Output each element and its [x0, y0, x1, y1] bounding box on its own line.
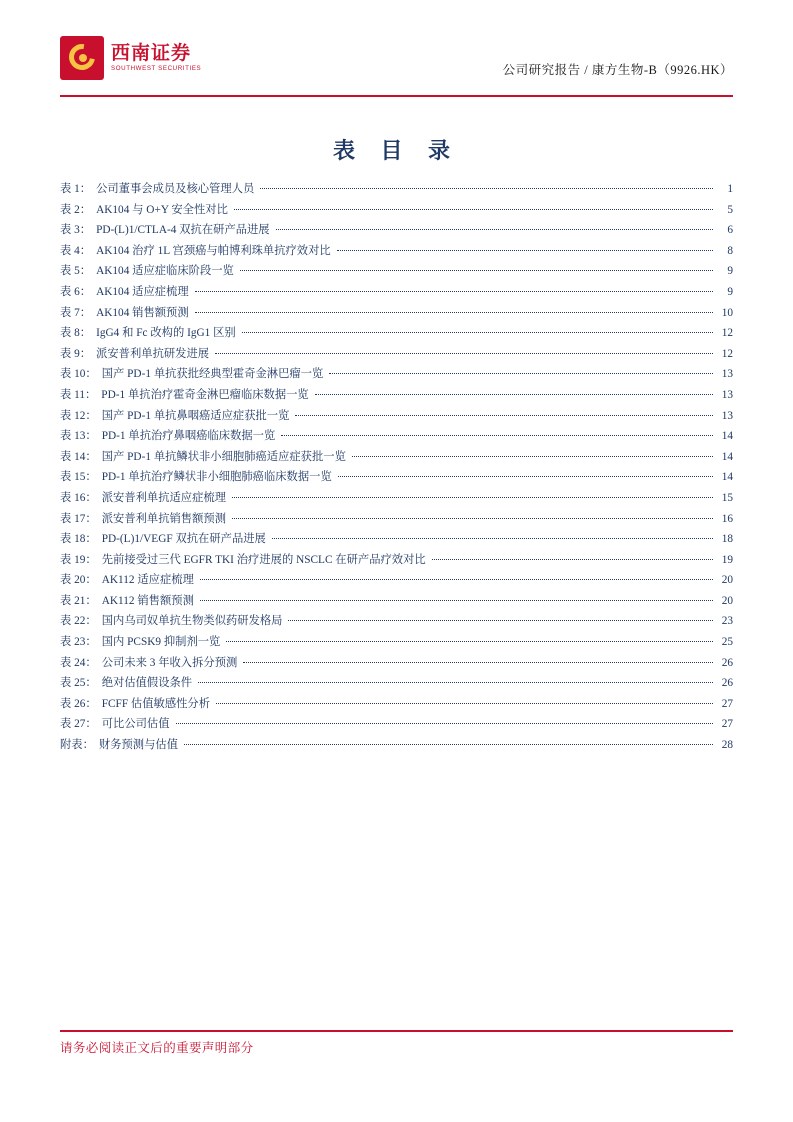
list-item[interactable] [60, 386, 733, 407]
logo-mark-icon [60, 36, 104, 80]
toc-item-text: PD-(L)1/VEGF 双抗在研产品进展 [101, 533, 266, 546]
toc-item-label: 表 16： [60, 491, 97, 504]
toc-item-text: AK104 适应症临床阶段一览 [96, 265, 234, 278]
toc-item-text: 派安普利单抗研发进展 [96, 347, 210, 360]
list-item[interactable] [60, 365, 733, 386]
toc-item-label: 表 3： [60, 224, 92, 237]
list-item[interactable] [60, 715, 733, 736]
list-item[interactable] [60, 571, 733, 592]
toc-leader-dots [329, 363, 713, 374]
toc-item-page: 18 [721, 533, 733, 546]
toc-leader-dots [352, 446, 713, 457]
toc-item-text: PD-1 单抗治疗鳞状非小细胞肺癌临床数据一览 [101, 471, 332, 484]
toc-leader-dots [243, 652, 713, 663]
list-item[interactable] [60, 695, 733, 716]
list-item[interactable] [60, 530, 733, 551]
list-item[interactable] [60, 221, 733, 242]
list-item[interactable] [60, 262, 733, 283]
toc-item-label: 表 13： [60, 430, 97, 443]
page-header [60, 36, 733, 94]
toc-item-page: 20 [721, 594, 733, 607]
toc-item-label: 表 10： [60, 368, 97, 381]
toc-item-page: 26 [721, 656, 733, 669]
toc-item-page: 1 [727, 183, 733, 195]
toc-leader-dots [276, 219, 713, 230]
list-item[interactable] [60, 407, 733, 428]
toc-item-text: 国产 PD-1 单抗鼻咽癌适应症获批一览 [101, 409, 290, 422]
toc-leader-dots [200, 590, 713, 601]
toc-leader-dots [234, 199, 713, 210]
toc-leader-dots [242, 322, 713, 333]
toc-item-text: FCFF 估值敏感性分析 [101, 697, 211, 710]
toc-item-label: 表 7： [60, 306, 92, 319]
list-item[interactable] [60, 468, 733, 489]
list-item[interactable] [60, 592, 733, 613]
footer-divider [60, 1030, 733, 1032]
toc-item-label: 表 1： [60, 183, 92, 195]
toc-item-page: 14 [721, 450, 733, 463]
toc-item-page: 27 [721, 718, 733, 731]
header-report-label: 公司研究报告 / 康方生物-B（9926.HK） [502, 63, 733, 77]
toc-item-label: 表 4： [60, 244, 92, 257]
list-item[interactable] [60, 201, 733, 222]
toc-item-text: PD-1 单抗治疗霍奇金淋巴瘤临床数据一览 [101, 388, 309, 401]
toc-item-label: 表 11： [60, 388, 97, 401]
toc-item-label: 表 17： [60, 512, 97, 525]
toc-item-text: 财务预测与估值 [98, 739, 178, 752]
toc-item-page: 27 [721, 697, 733, 710]
toc-leader-dots [216, 693, 713, 704]
toc-item-label: 表 24： [60, 656, 97, 669]
list-item[interactable] [60, 510, 733, 531]
toc-item-text: AK112 适应症梳理 [101, 574, 194, 587]
list-item[interactable] [60, 345, 733, 366]
list-item[interactable] [60, 180, 733, 201]
toc-item-label: 表 20： [60, 574, 97, 587]
toc-leader-dots [215, 343, 713, 354]
toc-item-page: 25 [721, 636, 733, 649]
toc-item-text: AK104 治疗 1L 宫颈癌与帕博利珠单抗疗效对比 [96, 244, 331, 257]
list-item[interactable] [60, 489, 733, 510]
toc-leader-dots [200, 569, 713, 580]
toc-leader-dots [240, 260, 713, 271]
toc-leader-dots [232, 508, 713, 519]
toc-leader-dots [432, 549, 713, 560]
toc-item-label: 表 18： [60, 533, 97, 546]
toc-item-page: 14 [721, 430, 733, 443]
toc-item-page: 23 [721, 615, 733, 628]
toc-item-label: 表 8： [60, 327, 92, 340]
toc-leader-dots [195, 302, 713, 313]
toc-item-label: 表 21： [60, 594, 97, 607]
toc-item-text: 国内 PCSK9 抑制剂一览 [101, 636, 221, 649]
toc-item-text: 派安普利单抗适应症梳理 [101, 491, 226, 504]
list-item[interactable] [60, 448, 733, 469]
list-item[interactable] [60, 283, 733, 304]
toc-item-page: 5 [727, 203, 733, 216]
toc-item-label: 表 25： [60, 677, 97, 690]
toc-item-page: 26 [721, 677, 733, 690]
table-of-contents [60, 180, 733, 757]
toc-item-label: 表 9： [60, 347, 92, 360]
toc-item-label: 表 14： [60, 450, 97, 463]
toc-item-text: 绝对估值假设条件 [101, 677, 193, 690]
toc-item-text: IgG4 和 Fc 改构的 IgG1 区别 [96, 327, 236, 340]
list-item[interactable] [60, 324, 733, 345]
toc-item-page: 13 [721, 409, 733, 422]
toc-leader-dots [281, 425, 713, 436]
list-item[interactable] [60, 736, 733, 757]
toc-leader-dots [232, 487, 713, 498]
toc-item-page: 13 [721, 368, 733, 381]
toc-leader-dots [195, 281, 713, 292]
toc-item-label: 表 22： [60, 615, 97, 628]
list-item[interactable] [60, 633, 733, 654]
toc-item-label: 表 27： [60, 718, 97, 731]
toc-item-label: 表 6： [60, 285, 92, 298]
toc-leader-dots [198, 672, 713, 683]
list-item[interactable] [60, 551, 733, 572]
toc-item-label: 表 19： [60, 553, 97, 566]
toc-item-text: 国内乌司奴单抗生物类似药研发格局 [101, 615, 283, 628]
toc-item-label: 附表： [60, 739, 94, 752]
toc-item-label: 表 15： [60, 471, 97, 484]
toc-item-page: 13 [721, 388, 733, 401]
toc-leader-dots [184, 734, 713, 745]
toc-item-page: 6 [727, 224, 733, 237]
list-item[interactable] [60, 427, 733, 448]
logo-title-en: SOUTHWEST SECURITIES [111, 64, 202, 72]
logo-title-cn: 西南证券 [111, 42, 192, 64]
toc-leader-dots [288, 610, 713, 621]
toc-item-page: 12 [721, 347, 733, 360]
list-item[interactable] [60, 654, 733, 675]
toc-leader-dots [260, 178, 713, 189]
toc-leader-dots [295, 405, 713, 416]
toc-leader-dots [315, 384, 713, 395]
toc-leader-dots [337, 240, 713, 251]
list-item[interactable] [60, 612, 733, 633]
logo-text [111, 44, 201, 72]
toc-item-page: 9 [727, 265, 733, 278]
toc-item-label: 表 23： [60, 636, 97, 649]
toc-item-label: 表 26： [60, 697, 97, 710]
toc-item-page: 9 [727, 285, 733, 298]
company-logo [60, 36, 201, 80]
toc-item-text: 公司未来 3 年收入拆分预测 [101, 656, 238, 669]
toc-item-text: 派安普利单抗销售额预测 [101, 512, 226, 525]
header-divider [60, 95, 733, 97]
footer-disclaimer: 请务必阅读正文后的重要声明部分 [60, 1041, 254, 1055]
toc-item-text: 国产 PD-1 单抗获批经典型霍奇金淋巴瘤一览 [101, 368, 324, 381]
toc-item-text: PD-(L)1/CTLA-4 双抗在研产品进展 [96, 224, 270, 237]
toc-item-text: 先前接受过三代 EGFR TKI 治疗进展的 NSCLC 在研产品疗效对比 [101, 553, 426, 566]
toc-leader-dots [226, 631, 713, 642]
toc-item-text: 国产 PD-1 单抗鳞状非小细胞肺癌适应症获批一览 [101, 450, 346, 463]
toc-leader-dots [338, 466, 713, 477]
toc-item-label: 表 12： [60, 409, 97, 422]
toc-leader-dots [176, 713, 713, 724]
toc-item-page: 15 [721, 491, 733, 504]
toc-item-text: AK104 与 O+Y 安全性对比 [96, 203, 228, 216]
page-title: 表 目 录 [332, 138, 460, 163]
toc-item-text: AK104 适应症梳理 [96, 285, 189, 298]
toc-item-page: 28 [721, 739, 733, 752]
toc-item-page: 10 [721, 306, 733, 319]
toc-item-page: 16 [721, 512, 733, 525]
toc-item-text: 可比公司估值 [101, 718, 170, 731]
list-item[interactable] [60, 674, 733, 695]
list-item[interactable] [60, 242, 733, 263]
toc-item-label: 表 2： [60, 203, 92, 216]
toc-item-text: 公司董事会成员及核心管理人员 [96, 183, 255, 195]
toc-item-text: PD-1 单抗治疗鼻咽癌临床数据一览 [101, 430, 276, 443]
list-item[interactable] [60, 304, 733, 325]
toc-item-text: AK112 销售额预测 [101, 594, 194, 607]
toc-item-page: 19 [721, 553, 733, 566]
toc-item-text: AK104 销售额预测 [96, 306, 189, 319]
toc-item-page: 8 [727, 244, 733, 257]
toc-item-page: 14 [721, 471, 733, 484]
toc-leader-dots [272, 528, 713, 539]
toc-item-page: 12 [721, 327, 733, 340]
toc-item-page: 20 [721, 574, 733, 587]
toc-item-label: 表 5： [60, 265, 92, 278]
